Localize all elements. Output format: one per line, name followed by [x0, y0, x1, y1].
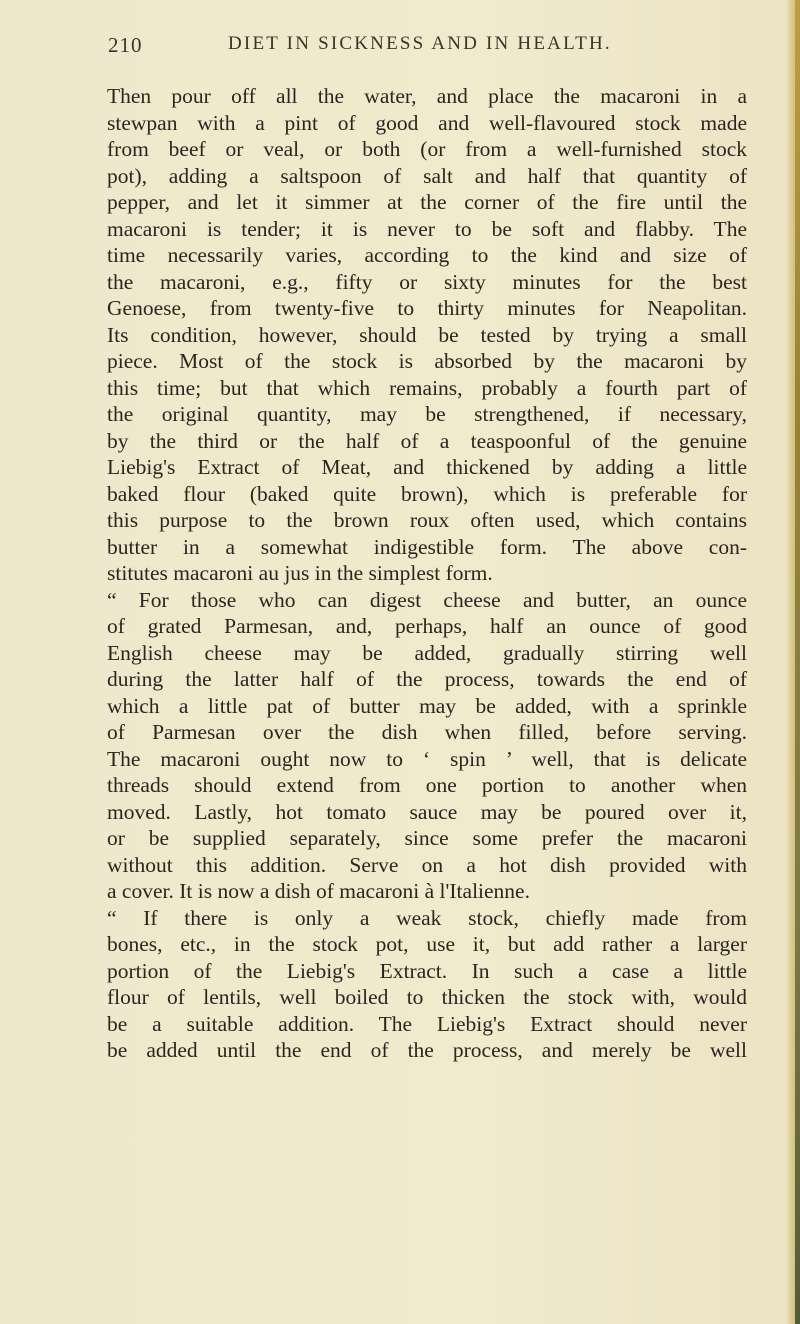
text-line: “ If there is only a weak stock, chiefly made from [107, 905, 747, 930]
text-line: during the latter half of the process, towards the end of [107, 667, 747, 691]
text-line: be added until the end of the process, and merely be well [107, 1038, 747, 1062]
text-line: pot), adding a saltspoon of salt and half that quantity of [107, 163, 747, 188]
text-line: pepper, and let it simmer at the corner of the fire until the [107, 190, 747, 214]
text-line: threads should extend from one portion to another when [107, 773, 747, 797]
text-line: baked flour (baked quite brown), which is preferable for [107, 481, 747, 506]
text-line: flour of lentils, well boiled to thicken the stock with, would [107, 985, 747, 1009]
text-line: Then pour off all the water, and place the macaroni in a [107, 84, 747, 108]
text-line: portion of the Liebig's Extract. In such a case a little [107, 958, 747, 983]
text-line: which a little pat of butter may be added, with a sprinkle [107, 693, 747, 718]
text-line: a cover. It is now a dish of macaroni à l'Italienne. [107, 879, 530, 903]
running-head-title: DIET IN SICKNESS AND IN HEALTH. [228, 33, 612, 54]
text-line: “ For those who can digest cheese and butter, an ounce [107, 587, 747, 612]
running-head [108, 33, 718, 63]
text-line: butter in a somewhat indigestible form. The above con- [107, 534, 747, 559]
text-line: time necessarily varies, according to the kind and size of [107, 243, 747, 267]
text-line: stitutes macaroni au jus in the simplest form. [107, 561, 493, 585]
text-line: The macaroni ought now to ‘ spin ’ well, that is delicate [107, 746, 747, 771]
text-line: macaroni is tender; it is never to be soft and flabby. The [107, 216, 747, 241]
text-line: English cheese may be added, gradually stirring well [107, 640, 747, 665]
text-line: Genoese, from twenty-five to thirty minutes for Neapolitan. [107, 296, 747, 320]
text-line: moved. Lastly, hot tomato sauce may be poured over it, [107, 799, 747, 824]
text-line: the macaroni, e.g., fifty or sixty minutes for the best [107, 269, 747, 294]
text-line: of Parmesan over the dish when filled, before serving. [107, 720, 747, 744]
body-text [107, 83, 747, 1064]
text-line: the original quantity, may be strengthened, if necessary, [107, 402, 747, 426]
text-line: by the third or the half of a teaspoonful of the genuine [107, 428, 747, 453]
text-line: be a suitable addition. The Liebig's Extract should never [107, 1011, 747, 1036]
text-line: piece. Most of the stock is absorbed by the macaroni by [107, 349, 747, 373]
text-line: or be supplied separately, since some prefer the macaroni [107, 826, 747, 850]
text-line: Its condition, however, should be tested by trying a small [107, 322, 747, 347]
page-number: 210 [108, 33, 143, 57]
text-line: without this addition. Serve on a hot dish provided with [107, 852, 747, 877]
text-line: from beef or veal, or both (or from a well-furnished stock [107, 137, 747, 161]
text-line: of grated Parmesan, and, perhaps, half an ounce of good [107, 614, 747, 638]
page-edge-binding [795, 0, 800, 1324]
text-line: stewpan with a pint of good and well-flavoured stock made [107, 110, 747, 135]
text-line: this purpose to the brown roux often used, which contains [107, 508, 747, 532]
text-line: Liebig's Extract of Meat, and thickened by adding a little [107, 455, 747, 479]
text-line: this time; but that which remains, probably a fourth part of [107, 375, 747, 400]
text-line: bones, etc., in the stock pot, use it, but add rather a larger [107, 932, 747, 956]
